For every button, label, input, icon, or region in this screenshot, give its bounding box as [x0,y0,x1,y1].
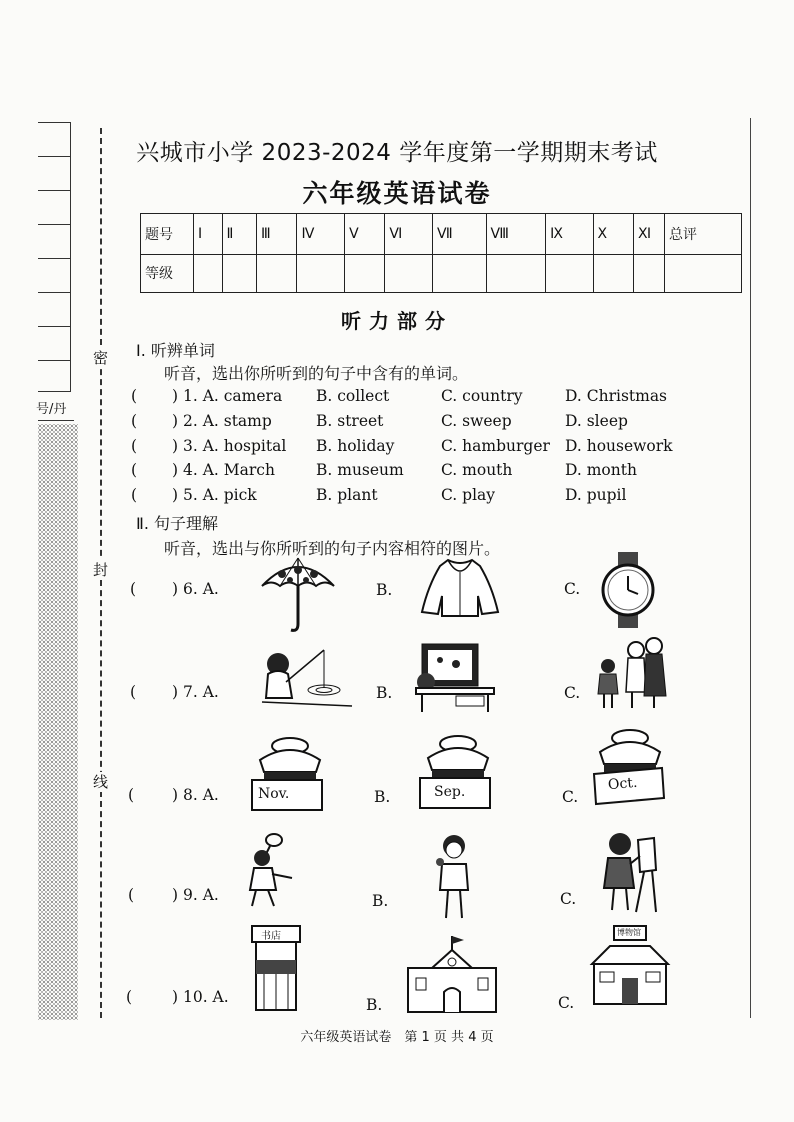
grade-cell[interactable] [257,254,297,293]
grade-cell[interactable] [432,254,486,293]
birthday-cake-nov [252,736,328,812]
part1-heading: Ⅰ. 听辨单词 [136,341,215,360]
answer-blank[interactable]: ( [131,387,138,405]
girl-with-racket-icon [244,830,304,910]
q8-label-a: ) 8. A. [172,786,219,804]
q6-label-b: B. [376,581,393,599]
q9-label-b: B. [372,892,389,910]
grade-cell[interactable] [194,254,223,293]
listening-section-title: 听力部分 [341,309,453,333]
q8-label-c: C. [562,788,579,806]
answer-blank[interactable]: ( [131,486,138,504]
score-col: Ⅹ [593,214,633,255]
question-option-c: C. country [441,387,523,405]
seal-char-mi: 密 [93,349,109,367]
question-option-a: ) 2. A. stamp [172,412,272,430]
q9-label-c: C. [560,890,577,908]
grade-cell[interactable] [634,254,665,293]
grade-cell[interactable] [222,254,256,293]
score-col: Ⅵ [385,214,433,255]
fishing-icon [262,648,354,710]
stub-divider [38,420,74,421]
answer-blank[interactable]: ( [131,437,138,455]
score-col: Ⅺ [634,214,665,255]
cake-month-label: Nov. [258,786,290,802]
question-option-b: B. collect [316,387,390,405]
score-col: Ⅸ [546,214,593,255]
q7-label-a: ) 7. A. [172,683,219,701]
question-option-b: B. museum [316,461,404,479]
question-option-d: D. housework [565,437,673,455]
answer-blank[interactable]: ( [130,580,137,598]
school-building-icon [404,934,500,1014]
cake-month-label: Oct. [607,774,639,794]
question-option-a: ) 1. A. camera [172,387,283,405]
q6-label-c: C. [564,580,581,598]
score-table [140,213,742,293]
answer-blank[interactable]: ( [131,412,138,430]
question-option-a: ) 3. A. hospital [172,437,287,455]
bookstore-sign: 书店 [261,931,281,942]
score-col: Ⅶ [432,214,486,255]
answer-blank[interactable]: ( [128,786,135,804]
grade-cell[interactable] [546,254,593,293]
grade-cell[interactable] [297,254,345,293]
question-option-a: ) 4. A. March [172,461,275,479]
cake-month-label: Sep. [434,784,466,800]
museum-sign: 博物馆 [617,928,641,937]
answer-blank[interactable]: ( [126,988,133,1006]
bookstore-picture [250,924,302,1012]
q9-label-a: ) 9. A. [172,886,219,904]
seal-char-xian: 线 [93,773,109,791]
question-option-b: B. plant [316,486,378,504]
part2-instruction: 听音，选出与你所听到的句子内容相符的图片。 [164,539,501,558]
binding-stub-text: 号/丹 [36,402,67,417]
grade-cell[interactable] [593,254,633,293]
question-option-c: C. sweep [441,412,512,430]
exam-subtitle: 六年级英语试卷 [302,179,492,208]
question-option-d: D. pupil [565,486,627,504]
question-option-b: B. holiday [316,437,395,455]
grade-cell[interactable] [345,254,385,293]
birthday-cake-oct [592,728,668,808]
cake-icon [592,728,668,808]
q7-label-b: B. [376,684,393,702]
grade-cell[interactable] [486,254,546,293]
q6-label-a: ) 6. A. [172,580,219,598]
seal-char-feng: 封 [93,561,109,579]
museum-picture [590,924,670,1008]
q7-label-c: C. [564,684,581,702]
grade-cell[interactable] [665,254,742,293]
score-col: Ⅷ [486,214,546,255]
question-option-c: C. play [441,486,496,504]
people-talking-icon [596,636,672,712]
halftone-margin [38,424,78,1020]
score-col-total: 总评 [665,214,742,255]
computer-desk-icon [416,642,494,712]
question-option-b: B. street [316,412,384,430]
exam-title: 兴城市小学 2023-2024 学年度第一学期期末考试 [136,140,658,166]
part1-instruction: 听音，选出你所听到的句子中含有的单词。 [164,364,469,383]
umbrella-icon [258,554,338,634]
score-col: Ⅲ [257,214,297,255]
question-option-d: D. sleep [565,412,628,430]
q8-label-b: B. [374,788,391,806]
girl-painting-icon [600,830,658,914]
page-footer: 六年级英语试卷 第 1 页 共 4 页 [300,1030,494,1045]
question-option-d: D. Christmas [565,387,668,405]
score-col: Ⅳ [297,214,345,255]
answer-blank[interactable]: ( [130,683,137,701]
q10-label-b: B. [366,996,383,1014]
birthday-cake-sep [420,734,496,810]
question-option-d: D. month [565,461,637,479]
answer-blank[interactable]: ( [128,886,135,904]
question-option-c: C. mouth [441,461,513,479]
watch-icon [600,552,656,628]
score-col: Ⅱ [222,214,256,255]
part2-heading: Ⅱ. 句子理解 [136,514,219,533]
q10-label-c: C. [558,994,575,1012]
grade-cell[interactable] [385,254,433,293]
score-col: Ⅴ [345,214,385,255]
question-option-c: C. hamburger [441,437,550,455]
score-col: Ⅰ [194,214,223,255]
right-border-line [750,118,751,1018]
question-option-a: ) 5. A. pick [172,486,257,504]
grade-row-label: 等级 [141,254,194,293]
raincoat-icon [420,556,500,618]
girl-eating-icon [434,834,478,922]
answer-blank[interactable]: ( [131,461,138,479]
score-row-label: 题号 [141,214,194,255]
q10-label-a: ) 10. A. [172,988,229,1006]
